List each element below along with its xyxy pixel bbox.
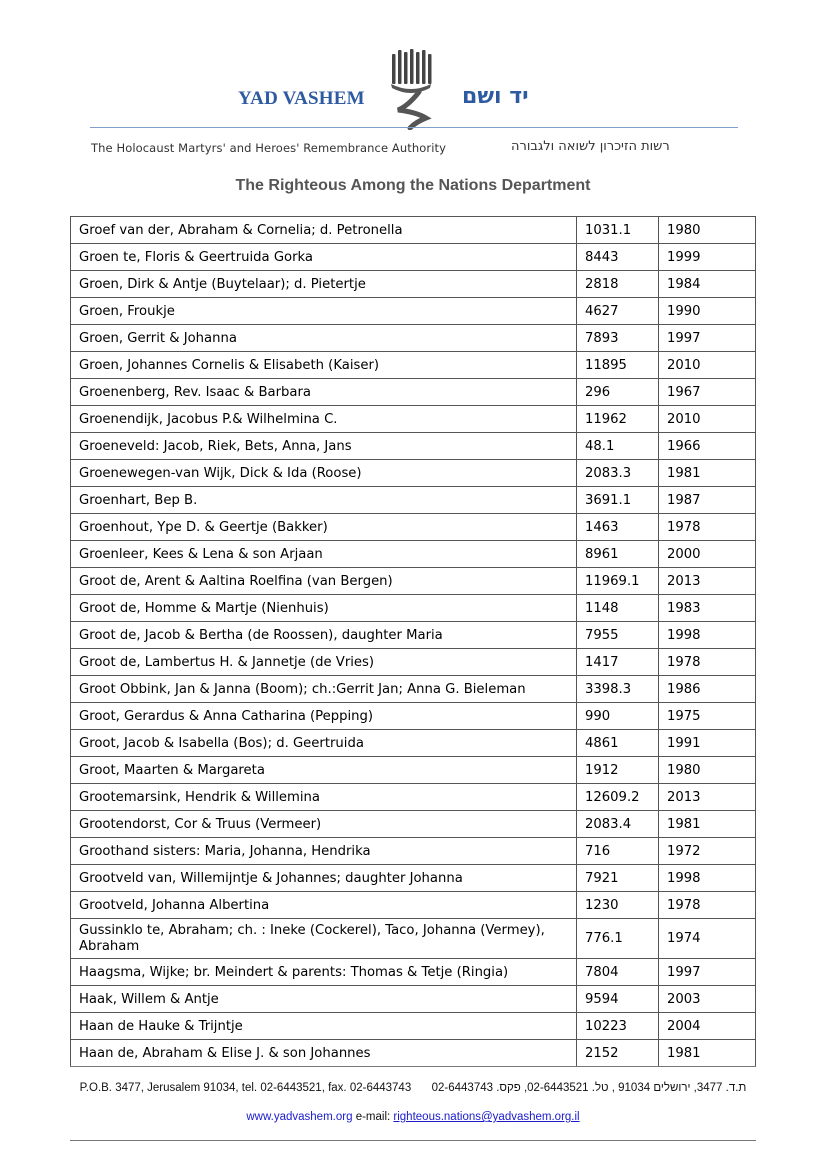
honoree-name-cell: Grootveld van, Willemijntje & Johannes; daughter Johanna [71,865,577,892]
recognition-year-cell: 1991 [659,730,756,757]
recognition-year-cell: 1974 [659,919,756,959]
recognition-year-cell: 1980 [659,217,756,244]
honoree-name-cell: Groenhart, Bep B. [71,487,577,514]
table-row [71,757,756,784]
file-number-cell: 7955 [577,622,659,649]
file-number-cell: 3691.1 [577,487,659,514]
recognition-year-cell: 1980 [659,757,756,784]
department-title: The Righteous Among the Nations Department [235,177,591,194]
table-row [71,325,756,352]
table-row [71,986,756,1013]
email-label: e-mail: [355,1111,391,1123]
honoree-name-cell: Groen te, Floris & Geertruida Gorka [71,244,577,271]
honoree-name-cell: Groot de, Jacob & Bertha (de Roossen), daughter Maria [71,622,577,649]
table-row [71,622,756,649]
honoree-name-cell: Groef van der, Abraham & Cornelia; d. Petronella [71,217,577,244]
table-row [71,217,756,244]
file-number-cell: 1031.1 [577,217,659,244]
honoree-name-cell: Haagsma, Wijke; br. Meindert & parents: Thomas & Tetje (Ringia) [71,959,577,986]
file-number-cell: 2818 [577,271,659,298]
table-row [71,541,756,568]
righteous-records-table [70,216,756,1067]
table-row [71,595,756,622]
recognition-year-cell: 1990 [659,298,756,325]
table-row [71,244,756,271]
recognition-year-cell: 1981 [659,460,756,487]
honoree-name-cell: Groot, Maarten & Margareta [71,757,577,784]
file-number-cell: 9594 [577,986,659,1013]
recognition-year-cell: 1986 [659,676,756,703]
file-number-cell: 296 [577,379,659,406]
honoree-name-cell: Groenhout, Ype D. & Geertje (Bakker) [71,514,577,541]
honoree-name-cell: Groot, Jacob & Isabella (Bos); d. Geertruida [71,730,577,757]
table-row [71,919,756,959]
records-table-body [71,217,756,1067]
file-number-cell: 716 [577,838,659,865]
footer-address-english: P.O.B. 3477, Jerusalem 91034, tel. 02-6443521, fax. 02-6443743 [79,1082,412,1094]
recognition-year-cell: 1983 [659,595,756,622]
authority-name-hebrew: רשות הזיכרון לשואה ולגבורה [511,139,670,154]
table-row [71,1013,756,1040]
file-number-cell: 8961 [577,541,659,568]
menorah-logo-icon [386,48,436,130]
table-row [71,406,756,433]
recognition-year-cell: 1984 [659,271,756,298]
file-number-cell: 8443 [577,244,659,271]
honoree-name-cell: Grootemarsink, Hendrik & Willemina [71,784,577,811]
table-row [71,298,756,325]
file-number-cell: 1148 [577,595,659,622]
honoree-name-cell: Haan de, Abraham & Elise J. & son Johannes [71,1040,577,1067]
recognition-year-cell: 1987 [659,487,756,514]
honoree-name-cell: Haak, Willem & Antje [71,986,577,1013]
file-number-cell: 2152 [577,1040,659,1067]
table-row [71,514,756,541]
recognition-year-cell: 2010 [659,352,756,379]
recognition-year-cell: 1981 [659,811,756,838]
table-row [71,379,756,406]
honoree-name-cell: Groot de, Arent & Aaltina Roelfina (van Bergen) [71,568,577,595]
table-row [71,811,756,838]
footer-bottom-divider [70,1140,756,1141]
file-number-cell: 3398.3 [577,676,659,703]
honoree-name-cell: Groothand sisters: Maria, Johanna, Hendrika [71,838,577,865]
table-row [71,892,756,919]
file-number-cell: 11895 [577,352,659,379]
brand-name-english: YAD VASHEM [238,88,365,109]
file-number-cell: 2083.3 [577,460,659,487]
authority-name-english: The Holocaust Martyrs' and Heroes' Remembrance Authority [91,141,447,155]
table-row [71,1040,756,1067]
honoree-name-cell: Groenenberg, Rev. Isaac & Barbara [71,379,577,406]
recognition-year-cell: 1997 [659,325,756,352]
recognition-year-cell: 1978 [659,514,756,541]
table-row [71,703,756,730]
honoree-name-cell: Groen, Gerrit & Johanna [71,325,577,352]
honoree-name-cell: Groen, Dirk & Antje (Buytelaar); d. Pietertje [71,271,577,298]
file-number-cell: 990 [577,703,659,730]
honoree-name-cell: Groenendijk, Jacobus P.& Wilhelmina C. [71,406,577,433]
file-number-cell: 48.1 [577,433,659,460]
recognition-year-cell: 1999 [659,244,756,271]
honoree-name-cell: Gussinklo te, Abraham; ch. : Ineke (Cockerel), Taco, Johanna (Vermey), Abraham [71,919,577,959]
file-number-cell: 1912 [577,757,659,784]
footer-top-divider [70,1066,756,1067]
table-row [71,460,756,487]
table-row [71,271,756,298]
recognition-year-cell: 2013 [659,784,756,811]
honoree-name-cell: Groeneveld: Jacob, Riek, Bets, Anna, Jans [71,433,577,460]
honoree-name-cell: Groot de, Homme & Martje (Nienhuis) [71,595,577,622]
file-number-cell: 11969.1 [577,568,659,595]
file-number-cell: 7804 [577,959,659,986]
recognition-year-cell: 2000 [659,541,756,568]
recognition-year-cell: 2013 [659,568,756,595]
recognition-year-cell: 1998 [659,622,756,649]
letterhead [0,0,826,160]
brand-name-hebrew: יד ושם [462,84,529,109]
table-row [71,487,756,514]
recognition-year-cell: 1997 [659,959,756,986]
recognition-year-cell: 2010 [659,406,756,433]
table-row [71,865,756,892]
file-number-cell: 12609.2 [577,784,659,811]
recognition-year-cell: 1975 [659,703,756,730]
recognition-year-cell: 1972 [659,838,756,865]
honoree-name-cell: Grootendorst, Cor & Truus (Vermeer) [71,811,577,838]
recognition-year-cell: 1967 [659,379,756,406]
honoree-name-cell: Groen, Johannes Cornelis & Elisabeth (Kaiser) [71,352,577,379]
table-row [71,784,756,811]
email-link[interactable]: righteous.nations@yadvashem.org.il [393,1111,580,1123]
file-number-cell: 1463 [577,514,659,541]
honoree-name-cell: Groot, Gerardus & Anna Catharina (Pepping) [71,703,577,730]
table-row [71,676,756,703]
honoree-name-cell: Groot Obbink, Jan & Janna (Boom); ch.:Gerrit Jan; Anna G. Bieleman [71,676,577,703]
file-number-cell: 1417 [577,649,659,676]
file-number-cell: 2083.4 [577,811,659,838]
recognition-year-cell: 2003 [659,986,756,1013]
recognition-year-cell: 1978 [659,649,756,676]
file-number-cell: 4627 [577,298,659,325]
recognition-year-cell: 1978 [659,892,756,919]
file-number-cell: 10223 [577,1013,659,1040]
file-number-cell: 1230 [577,892,659,919]
honoree-name-cell: Groenewegen-van Wijk, Dick & Ida (Roose) [71,460,577,487]
footer-address [70,1082,756,1094]
website-link[interactable]: www.yadvashem.org [246,1111,353,1123]
file-number-cell: 11962 [577,406,659,433]
table-row [71,649,756,676]
footer-address-hebrew: ת.ד. 3477, ירושלים 91034 , טל. 02-6443521, פקס. 02-6443743 [431,1082,747,1094]
recognition-year-cell: 1981 [659,1040,756,1067]
file-number-cell: 4861 [577,730,659,757]
file-number-cell: 776.1 [577,919,659,959]
table-row [71,433,756,460]
honoree-name-cell: Groenleer, Kees & Lena & son Arjaan [71,541,577,568]
table-row [71,568,756,595]
table-row [71,730,756,757]
footer-contact [70,1111,756,1123]
honoree-name-cell: Groen, Froukje [71,298,577,325]
header-divider [90,127,738,128]
recognition-year-cell: 1998 [659,865,756,892]
recognition-year-cell: 2004 [659,1013,756,1040]
table-row [71,838,756,865]
recognition-year-cell: 1966 [659,433,756,460]
table-row [71,352,756,379]
honoree-name-cell: Groot de, Lambertus H. & Jannetje (de Vries) [71,649,577,676]
honoree-name-cell: Grootveld, Johanna Albertina [71,892,577,919]
file-number-cell: 7893 [577,325,659,352]
honoree-name-cell: Haan de Hauke & Trijntje [71,1013,577,1040]
file-number-cell: 7921 [577,865,659,892]
table-row [71,959,756,986]
